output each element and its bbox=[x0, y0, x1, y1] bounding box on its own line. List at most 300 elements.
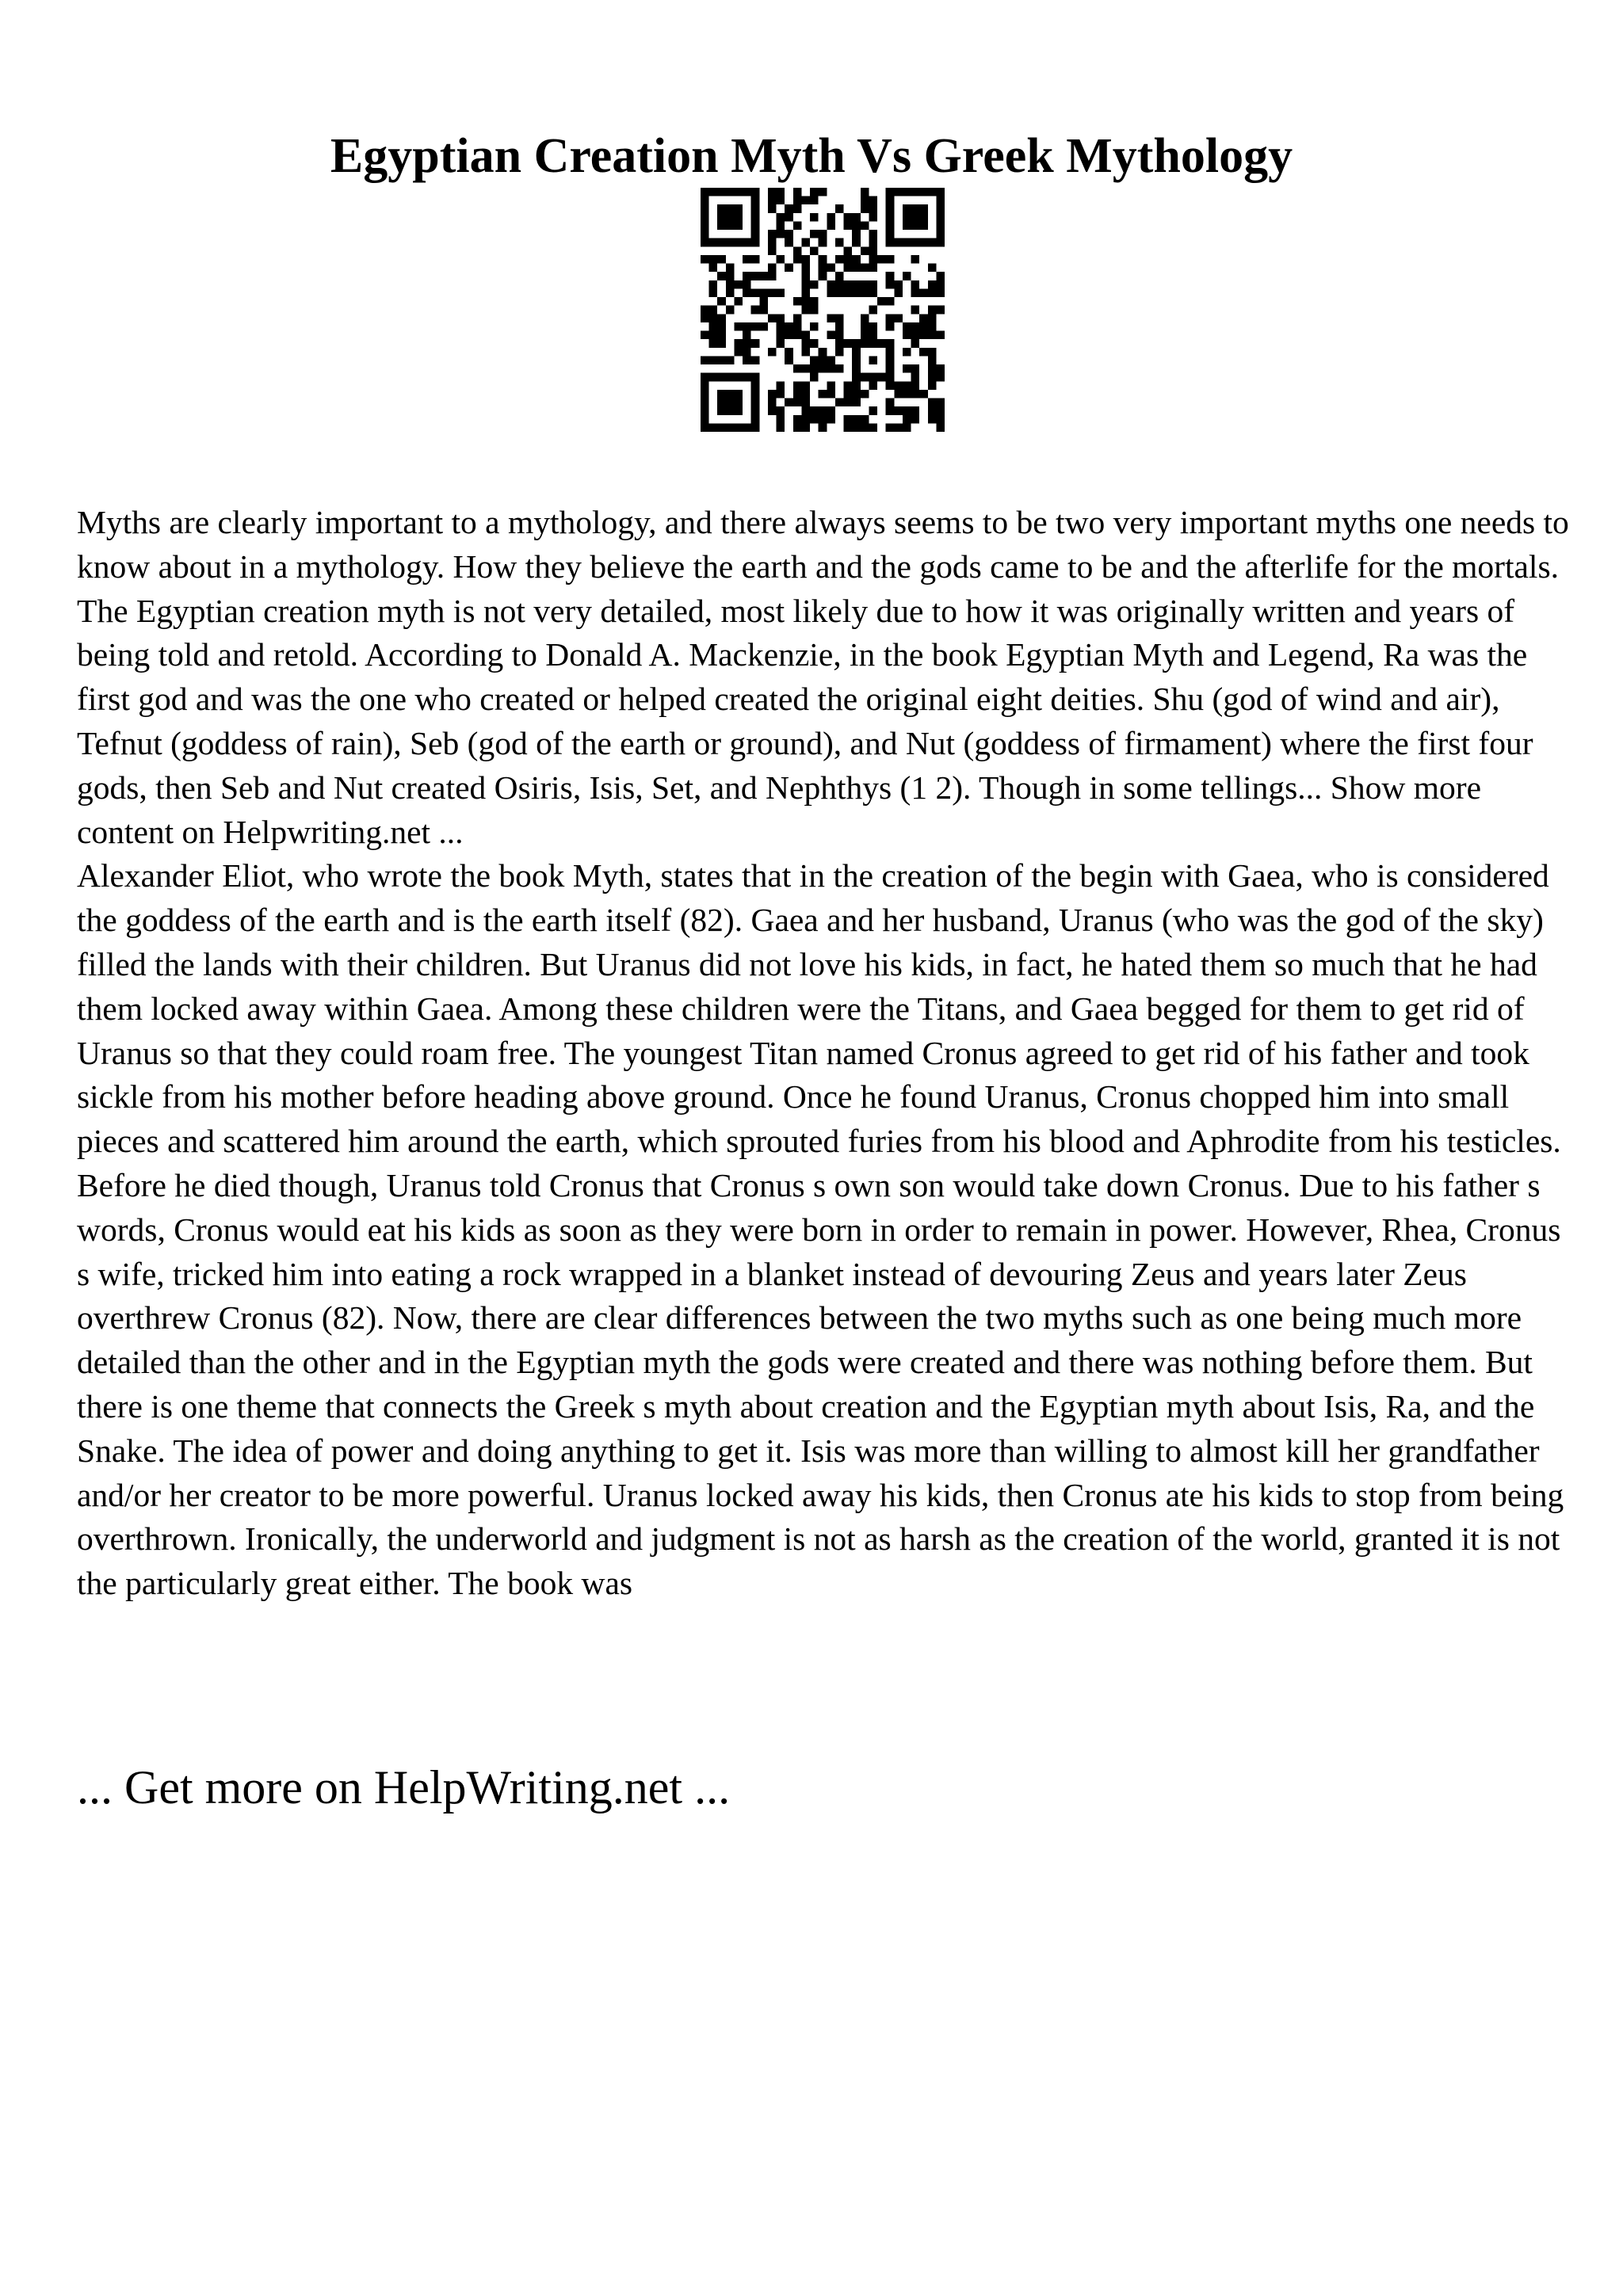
qr-module bbox=[877, 373, 886, 382]
qr-module bbox=[751, 390, 760, 399]
qr-module bbox=[936, 204, 945, 213]
qr-module bbox=[886, 204, 895, 213]
qr-module bbox=[777, 322, 785, 331]
qr-module bbox=[903, 364, 911, 373]
qr-module bbox=[709, 264, 718, 273]
qr-module bbox=[801, 280, 810, 289]
qr-module bbox=[768, 348, 777, 357]
qr-module bbox=[903, 204, 911, 213]
qr-module bbox=[709, 188, 718, 196]
qr-module bbox=[734, 406, 743, 415]
qr-module bbox=[911, 288, 920, 297]
qr-module bbox=[709, 373, 718, 382]
qr-module bbox=[869, 339, 877, 348]
qr-module bbox=[777, 406, 785, 415]
qr-module bbox=[886, 314, 895, 322]
qr-module bbox=[835, 255, 844, 264]
qr-module bbox=[801, 297, 810, 306]
qr-module bbox=[894, 406, 903, 415]
qr-module bbox=[894, 238, 903, 247]
qr-module bbox=[827, 264, 835, 273]
qr-module bbox=[861, 322, 869, 331]
qr-module bbox=[835, 339, 844, 348]
qr-module bbox=[869, 373, 877, 382]
qr-module bbox=[919, 221, 928, 230]
qr-module bbox=[743, 373, 751, 382]
qr-module bbox=[928, 288, 937, 297]
qr-module bbox=[743, 348, 751, 357]
qr-module bbox=[819, 406, 827, 415]
qr-module bbox=[861, 221, 869, 230]
qr-module bbox=[844, 280, 853, 289]
qr-module bbox=[751, 322, 760, 331]
qr-module bbox=[852, 381, 861, 390]
qr-module bbox=[877, 255, 886, 264]
qr-module bbox=[852, 364, 861, 373]
qr-module bbox=[819, 415, 827, 424]
qr-module bbox=[936, 415, 945, 424]
qr-module bbox=[886, 297, 895, 306]
qr-module bbox=[768, 264, 777, 273]
qr-module bbox=[743, 356, 751, 364]
qr-module bbox=[886, 188, 895, 196]
qr-module bbox=[844, 381, 853, 390]
qr-module bbox=[768, 272, 777, 280]
qr-module bbox=[726, 390, 735, 399]
qr-module bbox=[919, 288, 928, 297]
qr-module bbox=[869, 306, 877, 315]
qr-module bbox=[869, 264, 877, 273]
qr-module bbox=[793, 381, 802, 390]
qr-module bbox=[861, 288, 869, 297]
qr-module bbox=[701, 415, 709, 424]
qr-module bbox=[861, 188, 869, 196]
qr-module bbox=[886, 196, 895, 205]
page-title: Egyptian Creation Myth Vs Greek Mythology bbox=[330, 128, 1293, 183]
qr-module bbox=[743, 272, 751, 280]
qr-module bbox=[768, 230, 777, 238]
qr-module bbox=[701, 331, 709, 340]
qr-module bbox=[801, 381, 810, 390]
qr-module bbox=[936, 230, 945, 238]
qr-module bbox=[886, 322, 895, 331]
qr-module bbox=[827, 288, 835, 297]
qr-module bbox=[911, 306, 920, 315]
qr-module bbox=[759, 322, 768, 331]
qr-module bbox=[701, 213, 709, 222]
qr-module bbox=[919, 188, 928, 196]
qr-module bbox=[903, 381, 911, 390]
qr-module bbox=[751, 415, 760, 424]
qr-module bbox=[726, 188, 735, 196]
qr-module bbox=[801, 288, 810, 297]
qr-module bbox=[743, 280, 751, 289]
qr-module bbox=[852, 356, 861, 364]
qr-module bbox=[717, 314, 726, 322]
qr-module bbox=[751, 288, 760, 297]
qr-module bbox=[785, 230, 793, 238]
qr-module bbox=[801, 238, 810, 247]
qr-module bbox=[869, 255, 877, 264]
qr-module bbox=[726, 280, 735, 289]
qr-module bbox=[777, 221, 785, 230]
qr-module bbox=[793, 364, 802, 373]
qr-module bbox=[886, 238, 895, 247]
qr-module bbox=[734, 348, 743, 357]
qr-module bbox=[785, 213, 793, 222]
qr-module bbox=[928, 322, 937, 331]
qr-module bbox=[717, 221, 726, 230]
qr-module bbox=[861, 415, 869, 424]
qr-module bbox=[793, 188, 802, 196]
qr-module bbox=[928, 348, 937, 357]
qr-module bbox=[911, 322, 920, 331]
qr-module bbox=[751, 230, 760, 238]
qr-module bbox=[886, 423, 895, 432]
qr-module bbox=[801, 306, 810, 315]
paragraph-2: Alexander Eliot, who wrote the book Myth, states that in the creation of the begin with Gaea, who is considered the goddess of the earth and is the earth itself (82). Gaea and her husband, Uranus (who was the god of the sky) filled the lands with their children. But Uranus did not love his kids, in fact, he hated them so much that he had them locked away within Gaea. Among these children were the Titans, and Gaea begged for them to get rid of Uranus so that they could roam free. The youngest Titan named Cronus agreed to get rid of his father and took sickle from his mother before heading above ground. Once he found Uranus, Cronus chopped him into small pieces and scattered him around the earth, which sprouted furies from his blood and Aphrodite from his testicles. Before he died though, Uranus told Cronus that Cronus s own son would take down Cronus. Due to his father s words, Cronus would eat his kids as soon as they were born in order to remain in power. However, Rhea, Cronus s wife, tricked him into eating a rock wrapped in a blanket instead of devouring Zeus and years later Zeus overthrew Cronus (82). Now, there are clear differences between the two myths such as one being much more detailed than the other and in the Egyptian myth the gods were created and there was nothing before them. But there is one theme that connects the Greek s myth about creation and the Egyptian myth about Isis, Ra, and the Snake. The idea of power and doing anything to get it. Isis was more than willing to almost kill her grandfather and/or her creator to be more powerful. Uranus locked away his kids, then Cronus ate his kids to stop from being overthrown. Ironically, the underworld and judgment is not as harsh as the creation of the world, granted it is not the particularly great either. The book was bbox=[77, 857, 1564, 1602]
qr-module bbox=[743, 238, 751, 247]
qr-module bbox=[852, 423, 861, 432]
qr-module bbox=[717, 297, 726, 306]
qr-module bbox=[869, 288, 877, 297]
qr-module bbox=[835, 399, 844, 407]
qr-module bbox=[709, 255, 718, 264]
qr-module bbox=[928, 364, 937, 373]
qr-module bbox=[835, 288, 844, 297]
qr-module bbox=[928, 306, 937, 315]
qr-module bbox=[919, 322, 928, 331]
qr-module bbox=[894, 280, 903, 289]
qr-module bbox=[810, 356, 819, 364]
qr-module bbox=[861, 264, 869, 273]
qr-module bbox=[717, 373, 726, 382]
qr-module bbox=[701, 255, 709, 264]
qr-module bbox=[793, 399, 802, 407]
qr-module bbox=[768, 406, 777, 415]
qr-module bbox=[844, 255, 853, 264]
qr-module bbox=[835, 272, 844, 280]
qr-module bbox=[785, 356, 793, 364]
qr-module bbox=[810, 230, 819, 238]
qr-module bbox=[751, 255, 760, 264]
qr-module bbox=[793, 246, 802, 255]
qr-module bbox=[894, 288, 903, 297]
qr-module bbox=[726, 213, 735, 222]
qr-module bbox=[743, 423, 751, 432]
qr-module bbox=[827, 415, 835, 424]
qr-module bbox=[801, 415, 810, 424]
qr-module bbox=[777, 423, 785, 432]
qr-module bbox=[861, 373, 869, 382]
qr-module bbox=[801, 196, 810, 205]
qr-module bbox=[701, 314, 709, 322]
qr-module bbox=[928, 331, 937, 340]
qr-module bbox=[903, 322, 911, 331]
qr-module bbox=[793, 331, 802, 340]
qr-module bbox=[852, 390, 861, 399]
qr-module bbox=[717, 272, 726, 280]
qr-module bbox=[743, 188, 751, 196]
qr-module bbox=[936, 213, 945, 222]
qr-module bbox=[751, 381, 760, 390]
paragraph-1: Myths are clearly important to a mythology, and there always seems to be two very important myths one needs to know about in a mythology. How they believe the earth and the gods came to be and the afterlife for the mortals. The Egyptian creation myth is not very detailed, most likely due to how it was originally written and years of being told and retold. According to Donald A. Mackenzie, in the book Egyptian Myth and Legend, Ra was the first god and was the one who created or helped created the original eight deities. Shu (god of wind and air), Tefnut (goddess of rain), Seb (god of the earth or ground), and Nut (goddess of firmament) where the first four gods, then Seb and Nut created Osiris, Isis, Set, and Nephthys (1 2). Though in some tellings... Show more content on Helpwriting.net ... bbox=[77, 504, 1569, 850]
qr-module bbox=[801, 406, 810, 415]
qr-module bbox=[785, 264, 793, 273]
qr-module bbox=[751, 196, 760, 205]
qr-module bbox=[751, 221, 760, 230]
qr-module bbox=[777, 188, 785, 196]
qr-module bbox=[877, 297, 886, 306]
qr-module bbox=[785, 399, 793, 407]
qr-module bbox=[701, 399, 709, 407]
qr-module bbox=[936, 399, 945, 407]
qr-module bbox=[810, 297, 819, 306]
qr-module bbox=[911, 188, 920, 196]
qr-module bbox=[717, 356, 726, 364]
qr-module bbox=[785, 322, 793, 331]
qr-module bbox=[835, 322, 844, 331]
qr-module bbox=[911, 373, 920, 382]
qr-module bbox=[785, 238, 793, 247]
qr-module bbox=[701, 306, 709, 315]
qr-module bbox=[709, 423, 718, 432]
qr-module bbox=[861, 204, 869, 213]
qr-module bbox=[911, 390, 920, 399]
qr-module bbox=[852, 230, 861, 238]
qr-module bbox=[894, 390, 903, 399]
qr-module bbox=[844, 213, 853, 222]
qr-module bbox=[777, 381, 785, 390]
qr-module bbox=[785, 331, 793, 340]
qr-module bbox=[928, 280, 937, 289]
qr-module bbox=[819, 423, 827, 432]
qr-module bbox=[844, 415, 853, 424]
qr-code-icon bbox=[701, 188, 945, 432]
qr-module bbox=[844, 264, 853, 273]
qr-module bbox=[734, 339, 743, 348]
qr-module bbox=[861, 331, 869, 340]
qr-module bbox=[751, 399, 760, 407]
qr-module bbox=[810, 188, 819, 196]
qr-module bbox=[768, 314, 777, 322]
qr-module bbox=[886, 339, 895, 348]
qr-module bbox=[827, 406, 835, 415]
qr-module bbox=[709, 306, 718, 315]
qr-module bbox=[844, 339, 853, 348]
qr-module bbox=[751, 306, 760, 315]
qr-module bbox=[936, 196, 945, 205]
qr-module bbox=[844, 288, 853, 297]
qr-module bbox=[827, 280, 835, 289]
qr-module bbox=[936, 331, 945, 340]
qr-module bbox=[903, 238, 911, 247]
qr-module bbox=[810, 213, 819, 222]
qr-module bbox=[819, 264, 827, 273]
qr-module bbox=[717, 331, 726, 340]
qr-module bbox=[701, 381, 709, 390]
qr-module bbox=[886, 213, 895, 222]
qr-module bbox=[801, 272, 810, 280]
qr-module bbox=[810, 373, 819, 382]
qr-module bbox=[852, 348, 861, 357]
qr-module bbox=[886, 280, 895, 289]
qr-module bbox=[911, 280, 920, 289]
qr-module bbox=[819, 364, 827, 373]
qr-module bbox=[801, 364, 810, 373]
qr-module bbox=[936, 280, 945, 289]
qr-module bbox=[717, 188, 726, 196]
qr-module bbox=[911, 406, 920, 415]
qr-module bbox=[886, 399, 895, 407]
qr-module bbox=[701, 373, 709, 382]
qr-module bbox=[886, 348, 895, 357]
qr-module bbox=[903, 272, 911, 280]
qr-module bbox=[928, 415, 937, 424]
qr-module bbox=[852, 288, 861, 297]
qr-module bbox=[726, 306, 735, 315]
qr-module bbox=[869, 423, 877, 432]
qr-module bbox=[911, 221, 920, 230]
qr-module bbox=[911, 339, 920, 348]
qr-module bbox=[751, 213, 760, 222]
qr-module bbox=[777, 288, 785, 297]
qr-module bbox=[777, 339, 785, 348]
qr-module bbox=[886, 230, 895, 238]
qr-module bbox=[743, 322, 751, 331]
qr-module bbox=[734, 213, 743, 222]
qr-module bbox=[861, 423, 869, 432]
qr-module bbox=[777, 390, 785, 399]
qr-module bbox=[810, 322, 819, 331]
qr-module bbox=[861, 196, 869, 205]
qr-module bbox=[852, 221, 861, 230]
qr-module bbox=[701, 204, 709, 213]
qr-module bbox=[827, 213, 835, 222]
qr-module bbox=[919, 348, 928, 357]
qr-module bbox=[919, 204, 928, 213]
qr-module bbox=[911, 415, 920, 424]
qr-module bbox=[768, 196, 777, 205]
qr-module bbox=[726, 288, 735, 297]
qr-module bbox=[768, 399, 777, 407]
qr-module bbox=[861, 280, 869, 289]
qr-module bbox=[835, 280, 844, 289]
qr-module bbox=[801, 339, 810, 348]
qr-module bbox=[743, 288, 751, 297]
qr-module bbox=[801, 399, 810, 407]
qr-module bbox=[810, 415, 819, 424]
qr-module bbox=[886, 381, 895, 390]
qr-module bbox=[743, 339, 751, 348]
qr-module bbox=[701, 188, 709, 196]
qr-module bbox=[852, 213, 861, 222]
qr-module bbox=[936, 188, 945, 196]
qr-module bbox=[793, 297, 802, 306]
qr-module bbox=[777, 213, 785, 222]
qr-module bbox=[903, 390, 911, 399]
qr-module bbox=[751, 373, 760, 382]
article-body bbox=[77, 501, 1575, 1606]
qr-module bbox=[936, 364, 945, 373]
qr-module bbox=[743, 331, 751, 340]
qr-module bbox=[701, 230, 709, 238]
qr-module bbox=[869, 322, 877, 331]
get-more-link[interactable]: ... Get more on HelpWriting.net ... bbox=[77, 1761, 731, 1814]
qr-module bbox=[709, 280, 718, 289]
qr-module bbox=[936, 373, 945, 382]
qr-module bbox=[768, 390, 777, 399]
qr-module bbox=[919, 238, 928, 247]
qr-module bbox=[852, 238, 861, 247]
qr-module bbox=[734, 390, 743, 399]
qr-module bbox=[835, 314, 844, 322]
qr-module bbox=[734, 188, 743, 196]
qr-module bbox=[869, 331, 877, 340]
qr-module bbox=[894, 423, 903, 432]
qr-module bbox=[911, 364, 920, 373]
qr-module bbox=[869, 230, 877, 238]
qr-module bbox=[810, 280, 819, 289]
qr-module bbox=[903, 213, 911, 222]
qr-module bbox=[903, 423, 911, 432]
qr-module bbox=[819, 390, 827, 399]
qr-module bbox=[886, 272, 895, 280]
qr-module bbox=[793, 415, 802, 424]
qr-module bbox=[717, 204, 726, 213]
qr-module bbox=[709, 356, 718, 364]
qr-module bbox=[777, 230, 785, 238]
qr-module bbox=[701, 406, 709, 415]
qr-module bbox=[936, 423, 945, 432]
qr-module bbox=[936, 406, 945, 415]
qr-module bbox=[734, 399, 743, 407]
qr-module bbox=[894, 314, 903, 322]
qr-module bbox=[852, 415, 861, 424]
qr-module bbox=[759, 288, 768, 297]
qr-module bbox=[919, 390, 928, 399]
qr-module bbox=[751, 356, 760, 364]
qr-module bbox=[734, 204, 743, 213]
qr-module bbox=[928, 406, 937, 415]
qr-module bbox=[734, 423, 743, 432]
qr-module bbox=[919, 213, 928, 222]
qr-module bbox=[793, 423, 802, 432]
qr-module bbox=[827, 381, 835, 390]
qr-module bbox=[911, 255, 920, 264]
qr-module bbox=[903, 221, 911, 230]
qr-module bbox=[726, 204, 735, 213]
qr-module bbox=[827, 364, 835, 373]
qr-module bbox=[819, 272, 827, 280]
qr-module bbox=[801, 264, 810, 273]
qr-module bbox=[810, 406, 819, 415]
qr-module bbox=[869, 196, 877, 205]
qr-module bbox=[844, 399, 853, 407]
qr-module bbox=[734, 297, 743, 306]
qr-module bbox=[709, 238, 718, 247]
qr-module bbox=[861, 314, 869, 322]
qr-module bbox=[852, 280, 861, 289]
qr-module bbox=[777, 314, 785, 322]
qr-module bbox=[726, 406, 735, 415]
qr-module bbox=[709, 322, 718, 331]
qr-module bbox=[726, 264, 735, 273]
qr-module bbox=[793, 196, 802, 205]
qr-module bbox=[768, 288, 777, 297]
qr-module bbox=[928, 188, 937, 196]
qr-module bbox=[726, 221, 735, 230]
